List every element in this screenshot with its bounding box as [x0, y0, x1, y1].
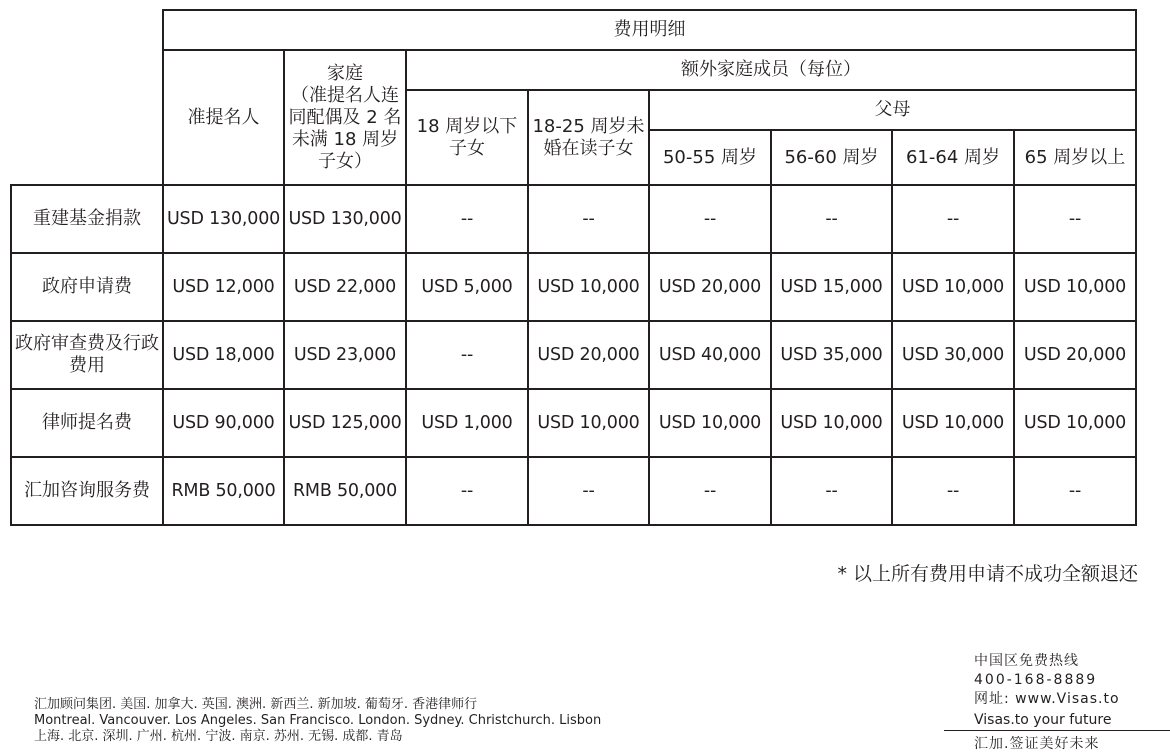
- table-cell: USD 10,000: [1014, 253, 1136, 321]
- footer-line: 汇加顾问集团. 美国. 加拿大. 英国. 澳洲. 新西兰. 新加坡. 葡萄牙. 香港律师行: [34, 697, 478, 712]
- table-cell: RMB 50,000: [284, 457, 406, 525]
- slogan-en: Visas.to your future: [974, 712, 1112, 728]
- table-cell: USD 130,000: [284, 185, 406, 253]
- header-family: 家庭 （准提名人连同配偶及 2 名未满 18 周岁子女）: [284, 50, 406, 185]
- table-row: [11, 389, 1136, 457]
- header-fee-details: 费用明细: [163, 10, 1136, 50]
- table-cell: USD 10,000: [1014, 389, 1136, 457]
- table-cell: --: [771, 185, 892, 253]
- header-parents: 父母: [649, 90, 1136, 130]
- table-cell: RMB 50,000: [163, 457, 284, 525]
- table-row: [11, 253, 1136, 321]
- table-cell: USD 20,000: [649, 253, 771, 321]
- header-age-61-64: 61-64 周岁: [892, 130, 1014, 185]
- table-cell: USD 35,000: [771, 321, 892, 389]
- row-label: 政府申请费: [11, 253, 163, 321]
- header-extra-members: 额外家庭成员（每位）: [406, 50, 1136, 90]
- table-cell: --: [892, 185, 1014, 253]
- table-cell: --: [406, 457, 528, 525]
- table-cell: USD 10,000: [771, 389, 892, 457]
- table-cell: USD 20,000: [528, 321, 649, 389]
- table-cell: --: [1014, 457, 1136, 525]
- footer-contact: [974, 652, 1120, 709]
- header-children-under-18: 18 周岁以下子女: [406, 90, 528, 185]
- website-link[interactable]: 网址: www.Visas.to: [974, 691, 1120, 707]
- header-nominee: 准提名人: [163, 50, 284, 185]
- footer-offices: [34, 697, 601, 745]
- table-cell: --: [649, 457, 771, 525]
- table-cell: USD 125,000: [284, 389, 406, 457]
- hotline-label: 中国区免费热线: [974, 653, 1079, 669]
- table-cell: USD 90,000: [163, 389, 284, 457]
- table-cell: --: [406, 185, 528, 253]
- slogan-cn: 汇加.签证美好未来: [974, 736, 1100, 752]
- header-children-18-25: 18-25 周岁未婚在读子女: [528, 90, 649, 185]
- table-cell: USD 15,000: [771, 253, 892, 321]
- table-cell: USD 10,000: [892, 389, 1014, 457]
- table-cell: USD 12,000: [163, 253, 284, 321]
- header-age-56-60: 56-60 周岁: [771, 130, 892, 185]
- table-cell: --: [649, 185, 771, 253]
- table-cell: USD 10,000: [649, 389, 771, 457]
- table-row: [11, 321, 1136, 389]
- table-cell: USD 18,000: [163, 321, 284, 389]
- header-age-50-55: 50-55 周岁: [649, 130, 771, 185]
- table-cell: --: [1014, 185, 1136, 253]
- table-cell: --: [528, 185, 649, 253]
- table-cell: USD 30,000: [892, 321, 1014, 389]
- row-label: 政府审查费及行政费用: [11, 321, 163, 389]
- table-cell: --: [771, 457, 892, 525]
- divider: [944, 730, 1170, 731]
- hotline-number[interactable]: 400-168-8889: [974, 672, 1098, 688]
- table-cell: USD 130,000: [163, 185, 284, 253]
- table-cell: USD 20,000: [1014, 321, 1136, 389]
- row-label: 律师提名费: [11, 389, 163, 457]
- table-cell: --: [528, 457, 649, 525]
- table-cell: USD 5,000: [406, 253, 528, 321]
- header-corner: [11, 10, 163, 185]
- row-label: 重建基金捐款: [11, 185, 163, 253]
- table-row: [11, 457, 1136, 525]
- table-row: [11, 185, 1136, 253]
- table-cell: USD 40,000: [649, 321, 771, 389]
- footer-line: 上海. 北京. 深圳. 广州. 杭州. 宁波. 南京. 苏州. 无锡. 成都. 青岛: [34, 729, 403, 744]
- footer-line: Montreal. Vancouver. Los Angeles. San Francisco. London. Sydney. Christchurch. Lisbon: [34, 713, 602, 728]
- table-cell: USD 1,000: [406, 389, 528, 457]
- table-cell: USD 10,000: [528, 253, 649, 321]
- table-cell: USD 10,000: [528, 389, 649, 457]
- table-cell: --: [892, 457, 1014, 525]
- refund-note: * 以上所有费用申请不成功全额退还: [837, 563, 1138, 585]
- table-cell: USD 23,000: [284, 321, 406, 389]
- fee-table: [10, 9, 1137, 526]
- header-age-65-plus: 65 周岁以上: [1014, 130, 1136, 185]
- table-cell: USD 10,000: [892, 253, 1014, 321]
- row-label: 汇加咨询服务费: [11, 457, 163, 525]
- table-cell: USD 22,000: [284, 253, 406, 321]
- table-cell: --: [406, 321, 528, 389]
